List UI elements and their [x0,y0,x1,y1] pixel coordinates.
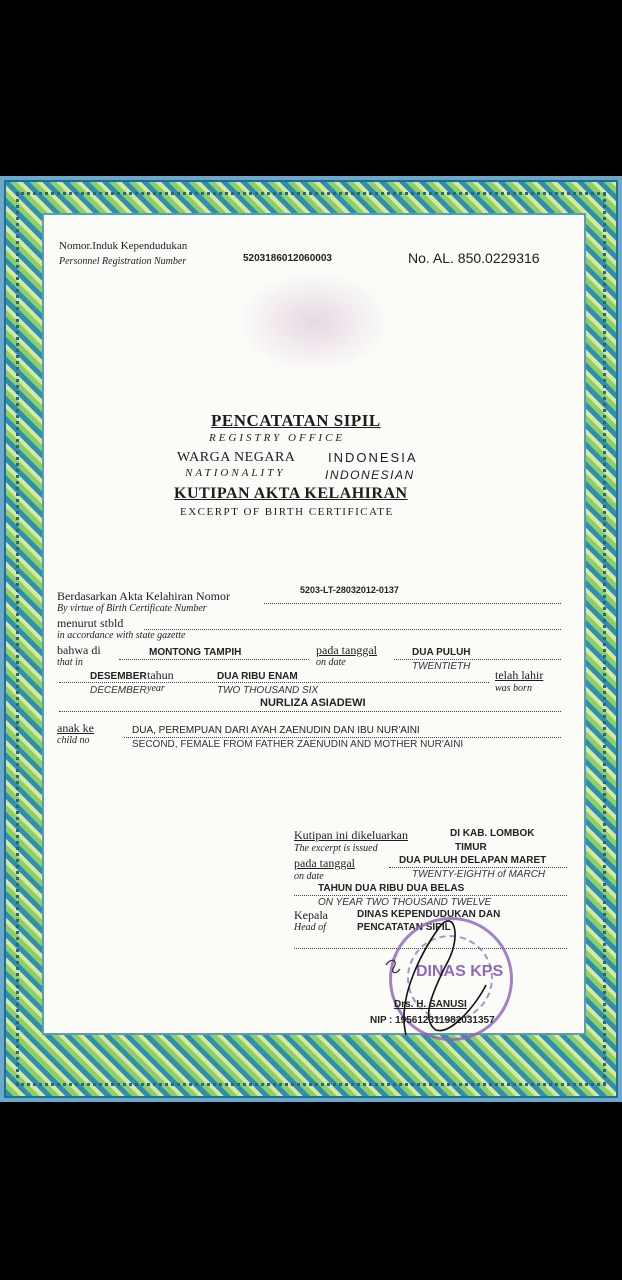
watermark-emblem [239,272,389,372]
akta-number: 5203-LT-28032012-0137 [300,585,399,595]
certificate-frame [0,176,622,1102]
pada-tanggal-label: pada tanggal [316,643,377,657]
menurut-label: menurut stbld [57,616,124,630]
child-description: DUA, PEREMPUAN DARI AYAH ZAENUDIN DAN IBU NUR'AINI [132,725,420,736]
issued-label-en: The excerpt is issued [294,843,378,854]
issued-date-en: TWENTY-EIGHTH of MARCH [412,869,546,880]
issued-place-2: TIMUR [455,842,487,853]
certificate-number: No. AL. 850.0229316 [408,250,540,266]
nationality-label-en: NATIONALITY [185,467,286,479]
signer-name: Drs. H. SANUSI [394,999,467,1010]
menurut-label-en: in accordance with state gazette [57,630,186,641]
issued-year-en: ON YEAR TWO THOUSAND TWELVE [318,897,492,908]
dotted-line [264,603,561,604]
telah-lahir-label: telah lahir [495,668,544,682]
dotted-line [294,895,567,896]
issuing-office: DINAS KEPENDUDUKAN DAN [357,909,501,920]
nik-label-en: Personnel Registration Number [59,256,187,267]
registry-title-en: REGISTRY OFFICE [209,432,346,444]
berdasarkan-label: Berdasarkan Akta Kelahiran Nomor [57,589,230,603]
nik-value: 5203186012060003 [243,253,332,264]
that-in-label: that in [57,657,83,668]
certificate-paper [42,213,586,1035]
was-born-label: was born [495,683,532,694]
dotted-line [59,682,489,683]
registry-title: PENCATATAN SIPIL [211,411,381,430]
on-date-label: on date [316,657,346,668]
nip-value: : 195612311982031357 [389,1015,495,1026]
birth-day-en: TWENTIETH [412,661,471,672]
birth-day: DUA PULUH [412,647,471,658]
tahun-label: tahun [147,668,174,682]
dotted-line [389,867,567,868]
dotted-line [144,629,561,630]
birth-month-en: DECEMBER [90,685,147,696]
issued-year: TAHUN DUA RIBU DUA BELAS [318,883,465,894]
child-name: NURLIZA ASIADEWI [260,697,366,709]
on-date-issued-label: on date [294,871,324,882]
child-no-label: child no [57,735,90,746]
kepala-label: Kepala [294,908,328,922]
nationality-value: INDONESIA [328,450,418,465]
nationality-label: WARGA NEGARA [177,450,296,465]
document-title-en: EXCERPT OF BIRTH CERTIFICATE [180,506,394,518]
issuing-office-2: PENCATATAN SIPIL [357,922,451,933]
document-title: KUTIPAN AKTA KELAHIRAN [174,485,408,502]
issued-date: DUA PULUH DELAPAN MARET [399,855,547,866]
birth-place: MONTONG TAMPIH [149,647,242,658]
nationality-value-en: INDONESIAN [325,468,415,482]
head-of-label: Head of [294,922,326,933]
dotted-line [394,659,561,660]
birth-month: DESEMBER [90,671,147,682]
anak-ke-label: anak ke [57,721,94,735]
stamp-text: DINAS KPS [416,963,504,980]
dotted-line [119,659,309,660]
birth-year: DUA RIBU ENAM [217,671,298,682]
pada-tanggal-issued-label: pada tanggal [294,856,355,870]
year-label-en: year [147,683,165,694]
issued-place: DI KAB. LOMBOK [450,828,535,839]
berdasarkan-label-en: By virtue of Birth Certificate Number [57,603,207,614]
dikeluarkan-label: Kutipan ini dikeluarkan [294,828,408,842]
dotted-line [124,737,561,738]
nik-label: Nomor.Induk Kependudukan [59,240,188,252]
dotted-line [59,711,561,712]
bahwa-di-label: bahwa di [57,643,101,657]
birth-year-en: TWO THOUSAND SIX [217,685,319,696]
nip-label: NIP [370,1015,387,1026]
child-description-en: SECOND, FEMALE FROM FATHER ZAENUDIN AND MOTHER NUR'AINI [132,739,464,750]
